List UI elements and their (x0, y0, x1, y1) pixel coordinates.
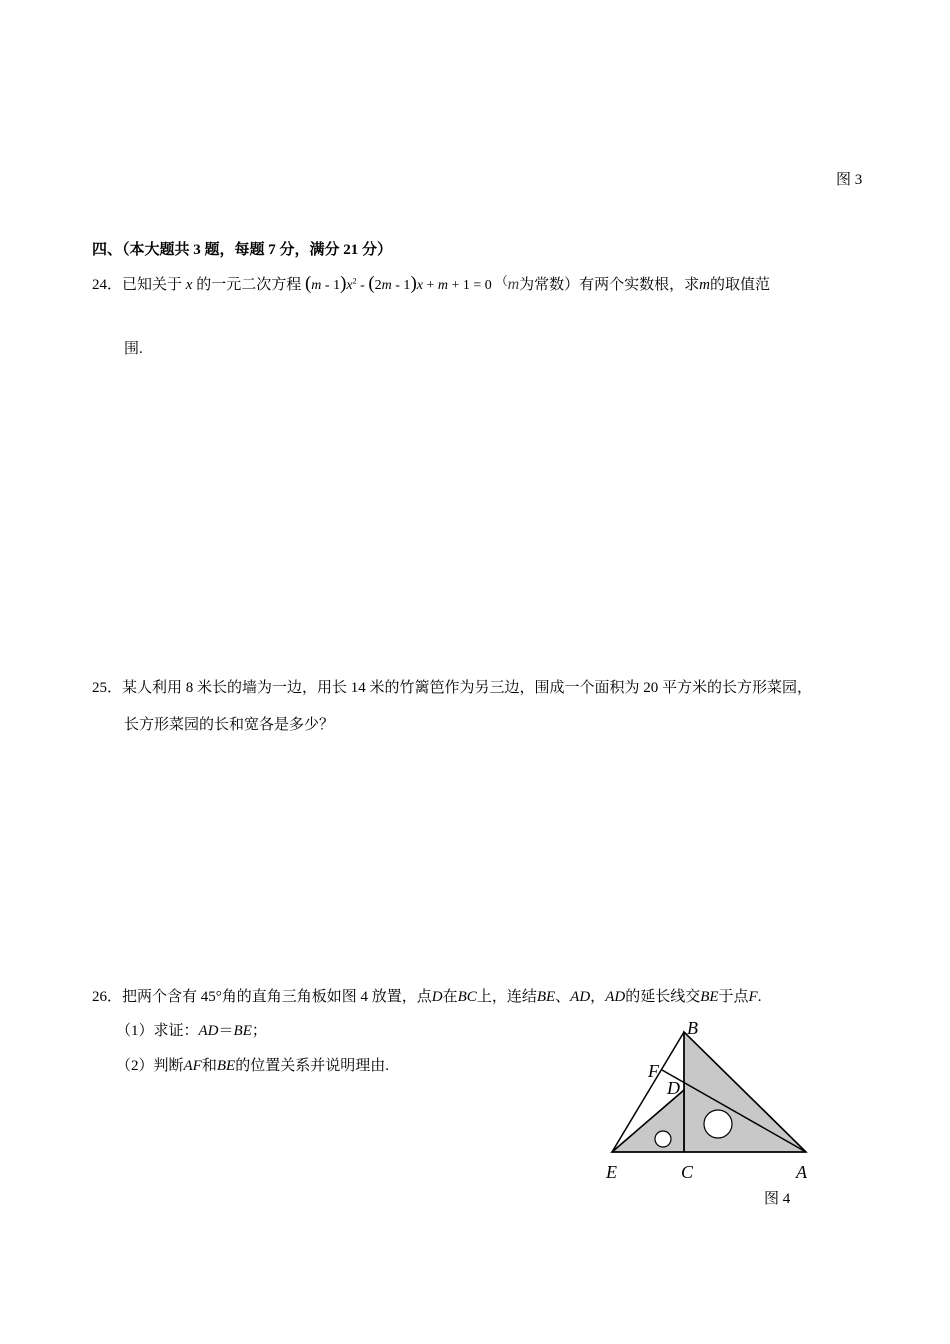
question-24-number: 24． (92, 277, 123, 293)
section-heading: 四、（本大题共 3 题，每题 7 分，满分 21 分） (92, 242, 393, 258)
label-a: A (796, 1162, 807, 1182)
question-24-line2: 围. (124, 341, 143, 357)
label-f: F (648, 1061, 659, 1081)
label-d: D (667, 1078, 680, 1098)
figure-4-caption: 图 4 (764, 1191, 791, 1207)
set-square-hole-small (655, 1131, 671, 1147)
question-26-part-1: （1）求证：AD＝BE； (116, 1023, 267, 1039)
label-b: B (687, 1018, 698, 1038)
figure-3-caption: 图 3 (836, 172, 863, 188)
label-e: E (606, 1162, 617, 1182)
set-square-hole-large (704, 1110, 732, 1138)
question-26-number: 26． (92, 989, 123, 1005)
quadratic-equation: $(m - 1)x^2 - (2m - 1)x + m + 1 = 0$ (304, 273, 492, 294)
question-24: 24．已知关于 x 的一元二次方程 $(m - 1)x^2 - (2m - 1)x + m + 1 = 0$ （m为常数）有两个实数根，求m的取值范 (92, 273, 771, 294)
question-26: 26．把两个含有 45°角的直角三角板如图 4 放置，点D在BC上，连结BE、AD，AD的延长线交BE于点F. (92, 989, 762, 1005)
question-25: 25．某人利用 8 米长的墙为一边，用长 14 米的竹篱笆作为另三边，围成一个面积为 20 平方米的长方形菜园， (92, 680, 813, 696)
label-c: C (681, 1162, 694, 1182)
question-25-number: 25． (92, 680, 123, 696)
question-25-line2: 长方形菜园的长和宽各是多少？ (124, 717, 335, 733)
figure-4 (590, 1010, 830, 1210)
question-26-part-2: （2）判断AF和BE的位置关系并说明理由. (116, 1058, 389, 1074)
